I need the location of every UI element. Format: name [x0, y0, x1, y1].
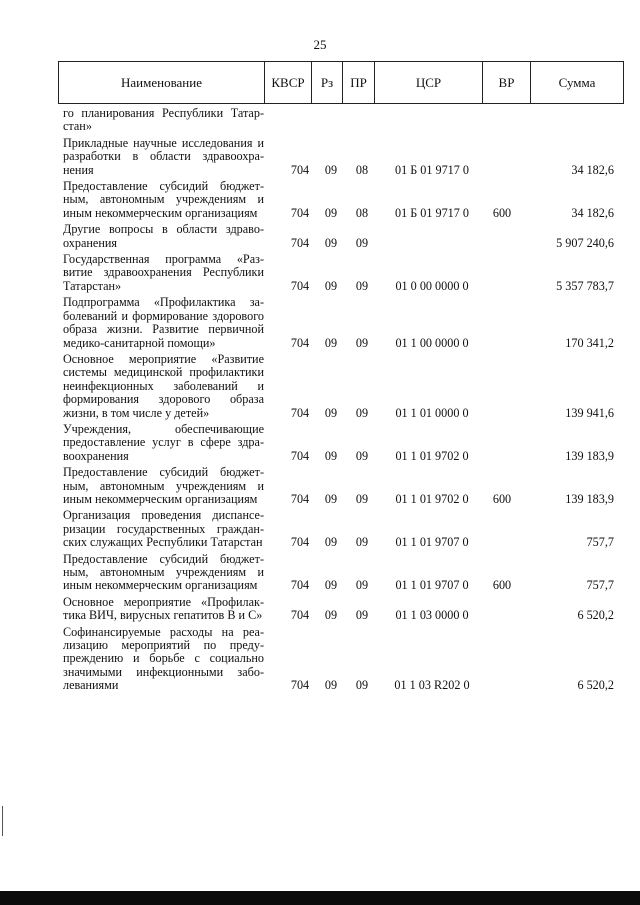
row-csr: 01 1 01 9707 0 [395, 578, 469, 593]
scan-margin-mark [2, 806, 3, 836]
row-name: Подпрограмма «Профилактика заболеваний и формирование здорового образа жизни. Развитие первичной медико-санитарной помощи» [63, 295, 264, 350]
row-name: Учреждения, обеспечивающие предоставление услуг в сфере здравоохранения [63, 421, 264, 463]
row-kvsr: 704 [290, 608, 310, 623]
row-kvsr: 704 [290, 491, 310, 506]
row-vr: 600 [492, 205, 512, 220]
page-number: 25 [313, 37, 327, 52]
row-rz: 09 [324, 235, 338, 250]
header-name: Наименование [59, 62, 265, 103]
row-name: Государственная программа «Развитие здравоохранения Республики Татарстан» [63, 252, 264, 293]
row-sum: 170 341,2 [565, 335, 614, 350]
row-sum: 757,7 [586, 578, 614, 593]
row-name: Основное мероприятие «Развитие системы медицинской профилактики неинфекционных заболеваний и формирования здорового образа жизни, в том числе у детей» [63, 351, 264, 420]
row-rz: 09 [324, 535, 338, 550]
scan-bottom-edge [0, 891, 640, 905]
row-kvsr: 704 [290, 535, 310, 550]
row-pr: 09 [355, 491, 369, 506]
row-sum: 34 182,6 [571, 162, 614, 177]
row-csr: 01 1 01 9702 0 [395, 491, 469, 506]
row-name: Предоставление субсидий бюджетным, автономным учреждениям и иным некоммерческим организациям [63, 465, 264, 506]
row-csr: 01 1 00 0000 0 [395, 335, 469, 350]
row-kvsr: 704 [290, 448, 310, 463]
header-sum: Сумма [558, 74, 596, 90]
row-csr: 01 Б 01 9717 0 [394, 162, 470, 177]
row-rz: 09 [324, 608, 338, 623]
table-row [63, 223, 616, 250]
row-csr: 01 1 03 0000 0 [395, 608, 469, 623]
row-pr: 09 [355, 235, 369, 250]
row-kvsr: 704 [290, 162, 310, 177]
row-sum: 139 183,9 [565, 448, 614, 463]
row-rz: 09 [324, 578, 338, 593]
row-name: Предоставление субсидий бюджетным, автономным учреждениям и иным некоммерческим организациям [63, 179, 264, 220]
row-rz: 09 [324, 678, 338, 693]
row-pr: 09 [355, 448, 369, 463]
row-name: Прикладные научные исследования и разработки в области здравоохранения [63, 135, 264, 177]
row-pr: 09 [355, 608, 369, 623]
row-vr: 600 [492, 491, 512, 506]
row-sum: 34 182,6 [571, 205, 614, 220]
row-rz: 09 [324, 335, 338, 350]
row-sum: 5 357 783,7 [556, 278, 614, 293]
table-row [63, 107, 616, 134]
row-kvsr: 704 [290, 405, 310, 420]
row-kvsr: 704 [290, 335, 310, 350]
row-rz: 09 [324, 405, 338, 420]
row-csr: 01 1 01 9707 0 [395, 535, 469, 550]
table-row [63, 466, 616, 506]
row-pr: 09 [355, 678, 369, 693]
row-rz: 09 [324, 205, 338, 220]
row-sum: 757,7 [586, 535, 614, 550]
row-csr: 01 Б 01 9717 0 [394, 205, 470, 220]
header-kvsr: КВСР [265, 62, 312, 103]
row-sum: 139 183,9 [565, 491, 614, 506]
row-sum: 139 941,6 [565, 405, 614, 420]
row-pr: 09 [355, 535, 369, 550]
table-header [58, 61, 624, 104]
row-kvsr: 704 [290, 205, 310, 220]
row-sum: 5 907 240,6 [556, 235, 614, 250]
row-pr: 09 [355, 578, 369, 593]
row-sum: 6 520,2 [577, 678, 614, 693]
header-rz: Рз [312, 62, 343, 103]
table-row [63, 353, 616, 420]
row-vr: 600 [492, 578, 512, 593]
row-name: Организация проведения диспансеризации государственных гражданских служащих Республики Татарстан [63, 508, 264, 550]
row-csr: 01 1 01 0000 0 [395, 405, 469, 420]
row-csr: 01 1 03 R202 0 [394, 678, 470, 693]
table-row [63, 509, 616, 549]
header-vr: ВР [483, 62, 531, 103]
row-kvsr: 704 [290, 278, 310, 293]
row-rz: 09 [324, 278, 338, 293]
row-pr: 08 [355, 205, 369, 220]
row-rz: 09 [324, 491, 338, 506]
row-kvsr: 704 [290, 578, 310, 593]
row-kvsr: 704 [290, 235, 310, 250]
row-pr: 09 [355, 405, 369, 420]
table-row [63, 296, 616, 350]
row-csr: 01 1 01 9702 0 [395, 448, 469, 463]
table-row [63, 553, 616, 593]
row-name: Основное мероприятие «Профилактика ВИЧ, вирусных гепатитов В и С» [63, 594, 264, 623]
row-pr: 08 [355, 162, 369, 177]
row-name: Софинансируемые расходы на реализацию мероприятий по предупреждению и борьбе с социально значимыми инфекционными заболеваниями [63, 624, 264, 693]
row-name: го планирования Республики Татарстан» [63, 106, 264, 134]
table-row [63, 423, 616, 463]
table-row [63, 180, 616, 220]
header-pr: ПР [343, 62, 375, 103]
row-kvsr: 704 [290, 678, 310, 693]
row-name: Предоставление субсидий бюджетным, автономным учреждениям и иным некоммерческим организациям [63, 551, 264, 593]
row-rz: 09 [324, 448, 338, 463]
row-name: Другие вопросы в области здравоохранения [63, 222, 264, 250]
row-pr: 09 [355, 278, 369, 293]
table-row [63, 626, 616, 693]
table-row [63, 137, 616, 177]
row-pr: 09 [355, 335, 369, 350]
table-row [63, 253, 616, 293]
table-body [63, 107, 616, 696]
header-csr: ЦСР [375, 62, 483, 103]
row-csr: 01 0 00 0000 0 [395, 278, 469, 293]
row-sum: 6 520,2 [577, 608, 614, 623]
row-rz: 09 [324, 162, 338, 177]
table-row [63, 596, 616, 623]
